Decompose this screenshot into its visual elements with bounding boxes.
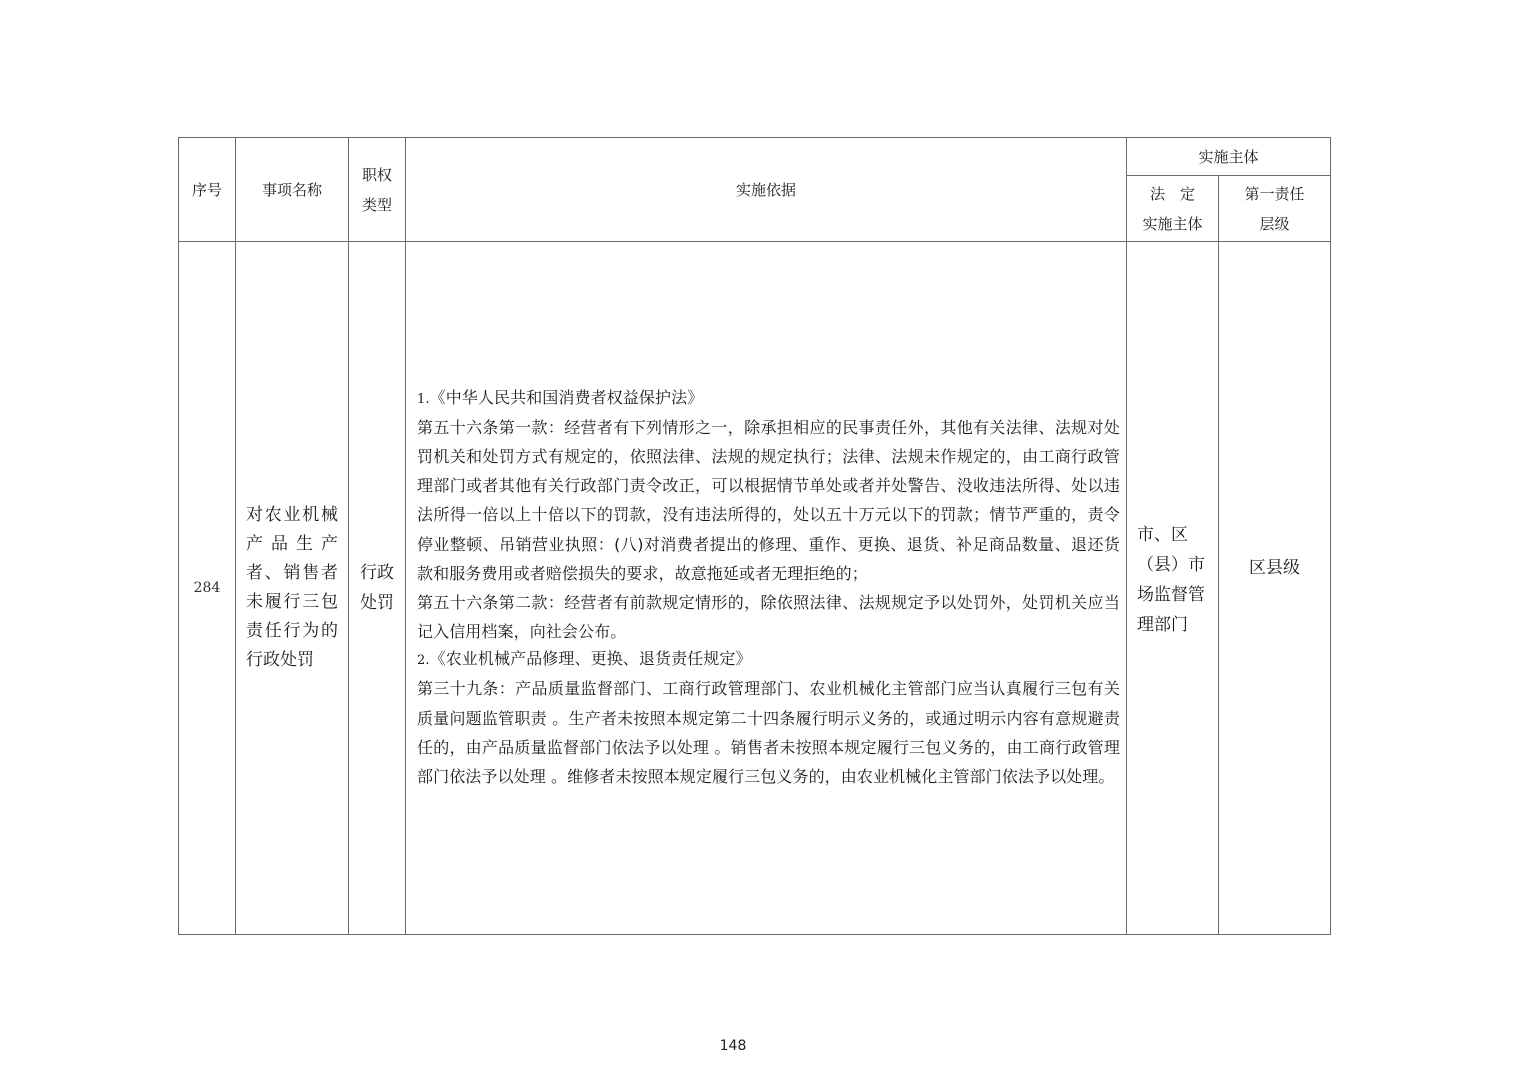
law2-heading	[417, 646, 1120, 674]
law1-heading	[417, 385, 1120, 413]
authority-table	[178, 137, 1331, 935]
basis-text-block	[417, 385, 1120, 791]
header-level-line2: 层级	[1259, 214, 1290, 233]
row-responsibility-level	[1219, 242, 1331, 935]
header-level-line1: 第一责任	[1244, 184, 1305, 203]
law1-paragraph1: 第五十六条第一款：经营者有下列情形之一，除承担相应的民事责任外，其他有关法律、法规对处罚机关和处罚方式有规定的，依照法律、法规的规定执行；法律、法规未作规定的，由工商行政管理部门或者其他有关行政部门责令改正，可以根据情节单处或者并处警告、没收违法所得、处以违法所得一倍以上十倍以下的罚款，没有违法所得的，处以五十万元以下的罚款；情节严重的，责令停业整顿、吊销营业执照：(八)对消费者提出的修理、重作、更换、退货、补足商品数量、退还货款和服务费用或者赔偿损失的要求，故意拖延或者无理拒绝的；	[417, 417, 1120, 583]
law2-paragraph1: 第三十九条：产品质量监督部门、工商行政管理部门、农业机械化主管部门应当认真履行三包有关质量问题监管职责 。生产者未按照本规定第二十四条履行明示义务的，或通过明示内容有意规避责任的，由产品质量监督部门依法予以处理 。销售者未按照本规定履行三包义务的，由工商行政管理部门依法予以处理 。维修者未按照本规定履行三包义务的，由农业机械化主管部门依法予以处理。	[417, 679, 1120, 787]
law2-number: 2.	[417, 653, 430, 669]
header-basis: 实施依据	[406, 138, 1127, 242]
table-header-row	[179, 138, 1331, 176]
header-legal-line2: 实施主体	[1142, 214, 1203, 233]
row-item-name: 对农业机械产品生产者、销售者未履行三包责任行为的行政处罚	[236, 242, 349, 935]
header-number: 序号	[179, 138, 236, 242]
legal-subject-text: 市、区（县）市场监督管理部门	[1137, 525, 1205, 635]
row-number: 284	[179, 242, 236, 935]
law1-number: 1.	[417, 391, 430, 407]
row-authority-type	[349, 242, 406, 935]
header-legal-line1: 法 定	[1149, 184, 1195, 203]
table-row	[179, 242, 1331, 935]
row-basis	[406, 242, 1127, 935]
header-type	[349, 138, 406, 242]
page-number: 148	[719, 1038, 747, 1054]
header-type-line2: 类型	[361, 195, 392, 214]
header-type-line1: 职权	[361, 165, 392, 184]
law1-paragraph2: 第五十六条第二款：经营者有前款规定情形的，除依照法律、法规规定予以处罚外，处罚机关应当记入信用档案，向社会公布。	[417, 593, 1120, 642]
row-type-text: 行政处罚	[360, 563, 394, 613]
law2-title: 《农业机械产品修理、更换、退货责任规定》	[429, 649, 752, 669]
header-subject-group: 实施主体	[1127, 138, 1331, 176]
row-legal-subject	[1127, 242, 1219, 935]
header-responsibility-level	[1219, 176, 1331, 242]
law1-title: 《中华人民共和国消费者权益保护法》	[429, 387, 704, 407]
responsibility-level-text: 区县级	[1249, 557, 1300, 578]
header-name: 事项名称	[236, 138, 349, 242]
header-legal-subject	[1127, 176, 1219, 242]
